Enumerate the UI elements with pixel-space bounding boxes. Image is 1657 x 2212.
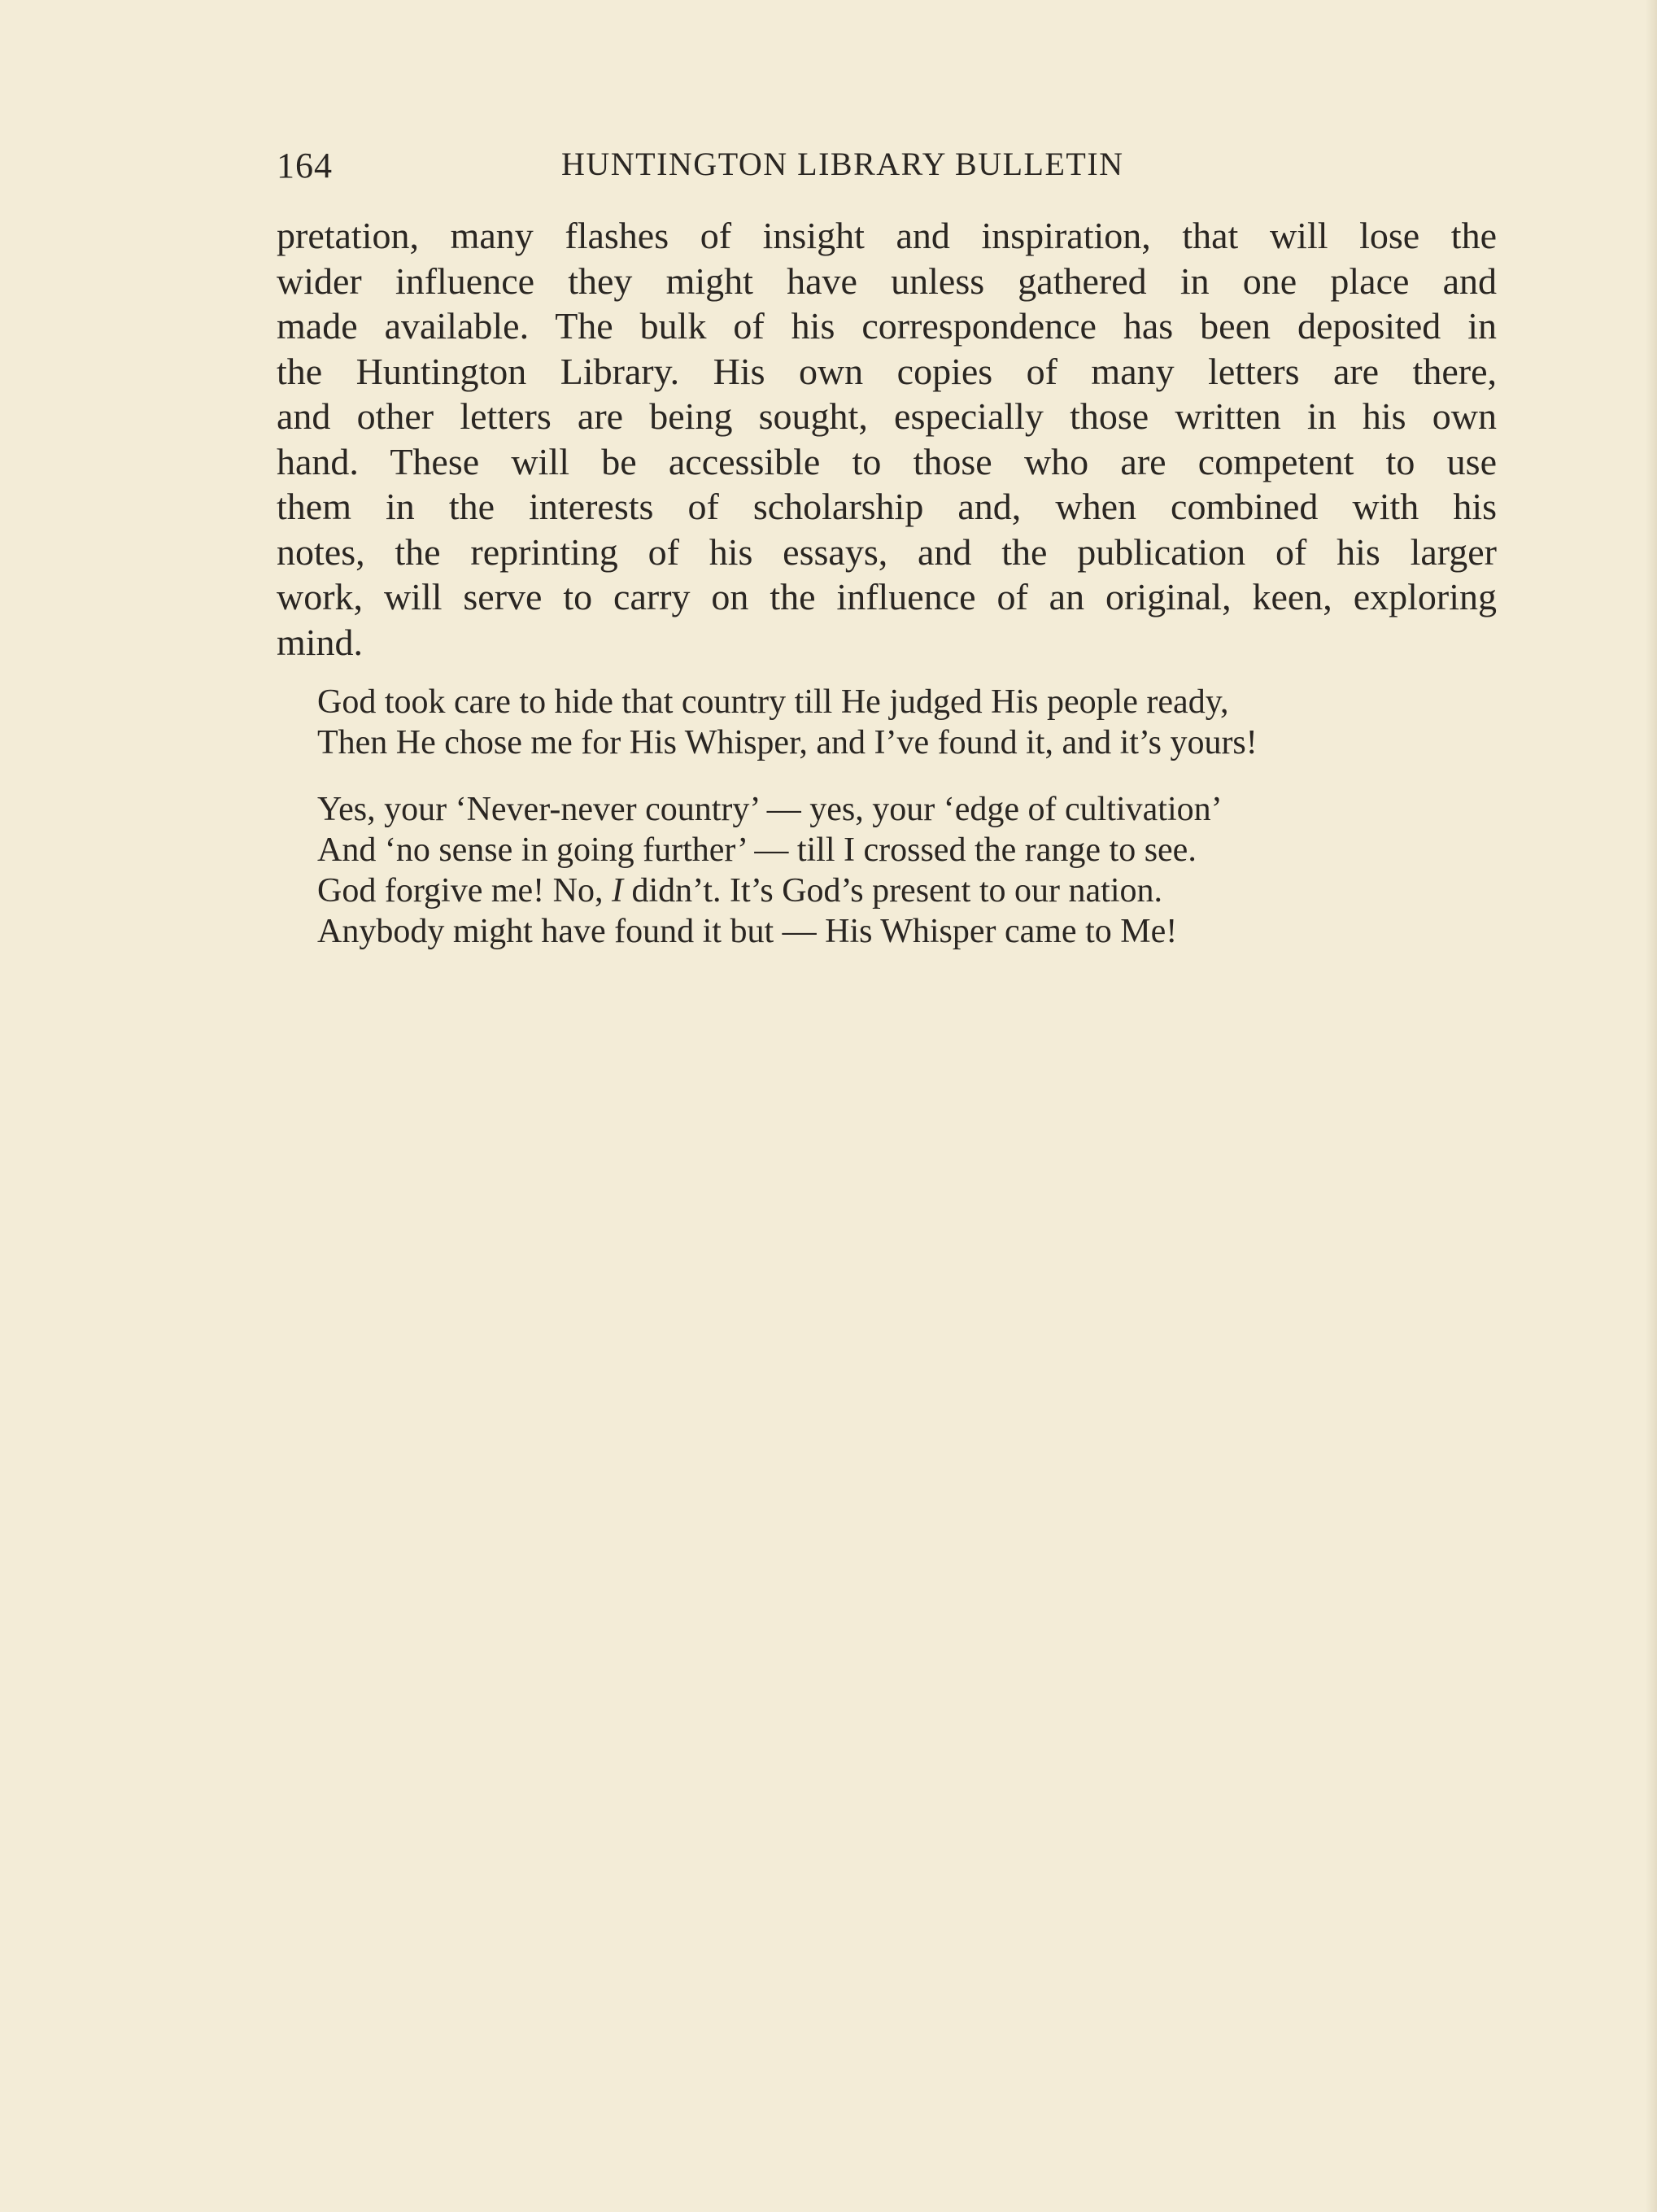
verse-line: Then He chose me for His Whisper, and I’ve found it, and it’s yours! xyxy=(317,724,1258,761)
verse-line: Anybody might have found it but — His Whisper came to Me! xyxy=(317,913,1178,950)
verse-segment: God forgive me! No, xyxy=(317,872,612,910)
page-header xyxy=(277,145,1497,194)
verse-segment: didn’t. It’s God’s present to our nation. xyxy=(622,872,1162,910)
paragraph-line: work, will serve to carry on the influence of an original, keen, exploring xyxy=(277,576,1497,617)
body-paragraph xyxy=(277,213,1497,665)
paragraph-line: wider influence they might have unless gathered in one place and xyxy=(277,260,1497,302)
paragraph-line: hand. These will be accessible to those who are competent to use xyxy=(277,440,1497,482)
verse-line: God took care to hide that country till He judged His people ready, xyxy=(317,683,1229,721)
paragraph-line: the Huntington Library. His own copies of many letters are there, xyxy=(277,350,1497,392)
running-title: HUNTINGTON LIBRARY BULLETIN xyxy=(561,146,1124,182)
paragraph-line: pretation, many flashes of insight and inspiration, that will lose the xyxy=(277,215,1497,256)
verse-line: And ‘no sense in going further’ — till I crossed the range to see. xyxy=(317,831,1197,869)
paragraph-line: and other letters are being sought, especially those written in his own xyxy=(277,395,1497,437)
verse-line: Yes, your ‘Never-never country’ — yes, your ‘edge of cultivation’ xyxy=(317,791,1223,828)
page-number: 164 xyxy=(277,146,333,185)
paragraph-line: them in the interests of scholarship and, when combined with his xyxy=(277,486,1497,527)
poem-stanza-2 xyxy=(317,789,1497,952)
paragraph-line: notes, the reprinting of his essays, and the publication of his larger xyxy=(277,530,1497,573)
verse-italic-word: I xyxy=(611,872,623,910)
poem-stanza-1 xyxy=(317,682,1497,763)
page-edge-shadow xyxy=(1646,0,1657,2212)
paragraph-line: made available. The bulk of his correspondence has been deposited in xyxy=(277,305,1497,347)
verse-line xyxy=(317,870,1497,911)
paragraph-line: mind. xyxy=(277,621,364,663)
